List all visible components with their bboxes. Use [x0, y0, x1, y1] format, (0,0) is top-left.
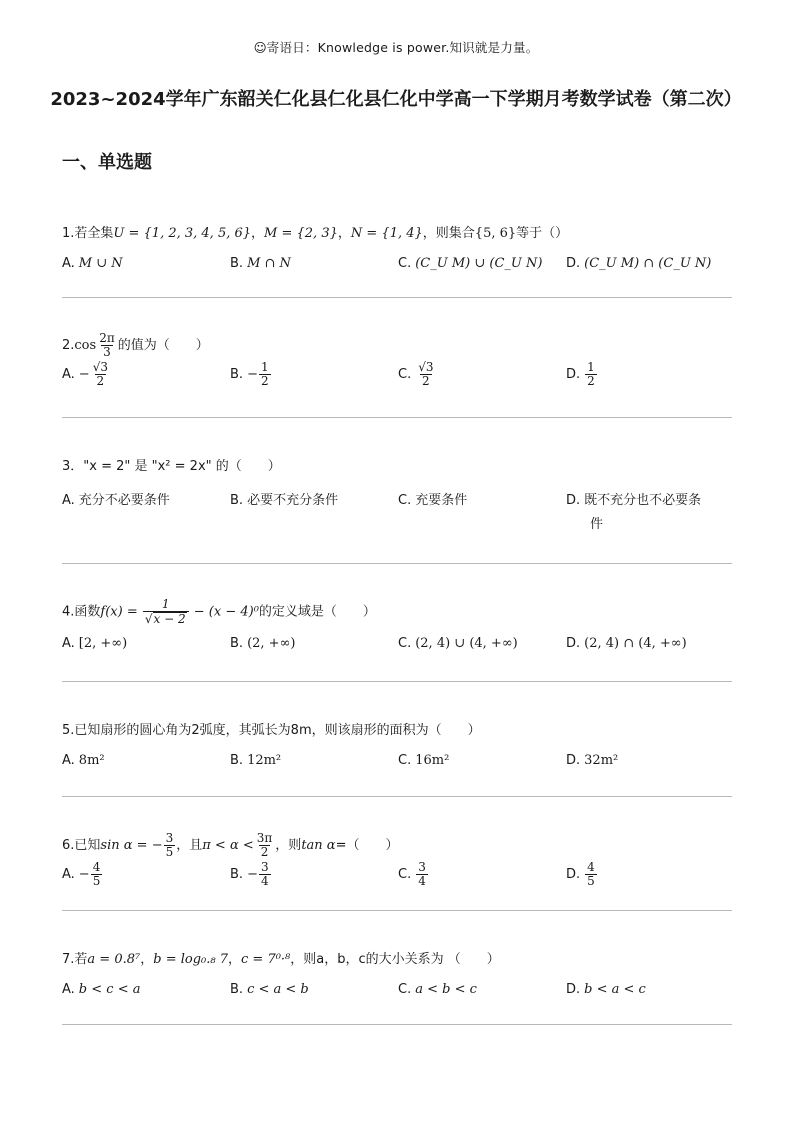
fraction-denominator: 4: [260, 874, 269, 888]
question-number: 2.: [62, 338, 75, 353]
option-letter: D.: [566, 982, 581, 997]
question-divider: [62, 910, 732, 911]
stem-text: 若全集: [74, 226, 114, 241]
question-number: 3．: [62, 459, 84, 474]
math-expression: f(x) =: [100, 604, 138, 620]
fraction: [416, 361, 435, 388]
question-7: [62, 950, 732, 1022]
option-letter: B.: [230, 636, 244, 651]
stem-text: ，: [251, 226, 265, 241]
math-expression: sin α = −: [100, 838, 163, 853]
option-letter: D.: [566, 256, 581, 271]
option-letter: B.: [230, 367, 244, 382]
option-text: 充要条件: [415, 493, 468, 508]
option-text-wrap: 件: [590, 517, 604, 532]
option-a[interactable]: [62, 982, 140, 997]
question-stem: [62, 832, 732, 859]
options-row: [62, 489, 732, 559]
question-number: 6.: [62, 838, 75, 853]
stem-text: ，: [337, 226, 351, 241]
option-d[interactable]: [566, 256, 711, 271]
fraction: [585, 361, 597, 388]
math-expression: cos: [74, 338, 97, 353]
option-letter: C.: [398, 867, 412, 882]
option-text: 必要不充分条件: [247, 493, 339, 508]
math-expression: − (x − 4)⁰: [193, 604, 259, 620]
question-number: 7.: [62, 952, 75, 967]
fraction: [585, 861, 597, 888]
option-a[interactable]: [62, 636, 127, 651]
question-4: [62, 598, 732, 676]
fraction-numerator: 4: [92, 860, 101, 874]
option-letter: C.: [398, 982, 412, 997]
options-row: [62, 982, 732, 1022]
question-stem: [62, 950, 732, 970]
math-expression: π < α <: [202, 838, 254, 853]
stem-text: ，: [227, 952, 241, 967]
option-a[interactable]: [62, 489, 170, 508]
question-number: 1.: [62, 226, 75, 241]
option-d[interactable]: [566, 982, 646, 997]
option-c[interactable]: [398, 753, 449, 768]
option-text: M ∩ N: [247, 256, 291, 271]
option-d[interactable]: [566, 753, 618, 768]
option-letter: A.: [62, 367, 75, 382]
fraction-numerator: √3: [418, 360, 434, 374]
math-expression: tan α: [301, 838, 336, 853]
option-text: b < a < c: [584, 982, 646, 997]
question-5: [62, 721, 732, 793]
math-expression: U = {1, 2, 3, 4, 5, 6}: [113, 226, 252, 241]
option-c[interactable]: [398, 636, 518, 651]
fraction-denominator: 2: [96, 374, 105, 388]
option-text: (2, +∞): [247, 636, 296, 651]
option-text: a < b < c: [415, 982, 477, 997]
fraction-denominator: 2: [260, 845, 269, 859]
fraction-denominator: [143, 611, 189, 626]
question-stem: [62, 332, 732, 359]
motto-header: ☺寄语日：Knowledge is power.知识就是力量。: [253, 40, 539, 55]
fraction: [164, 832, 176, 859]
option-a[interactable]: [62, 861, 103, 888]
option-d[interactable]: [566, 636, 687, 651]
fraction-numerator: 3π: [256, 831, 273, 845]
option-letter: C.: [398, 367, 412, 382]
sqrt-radicand: x − 2: [153, 612, 186, 626]
option-b[interactable]: [230, 753, 281, 768]
option-text: 32m²: [584, 753, 619, 768]
fraction: [416, 861, 428, 888]
option-text: b < c < a: [78, 982, 141, 997]
option-c[interactable]: [398, 982, 477, 997]
fraction-numerator: 2π: [99, 331, 115, 345]
option-c[interactable]: [398, 861, 429, 888]
question-stem: [62, 224, 732, 244]
option-b[interactable]: [230, 256, 291, 271]
option-text: 充分不必要条件: [78, 493, 170, 508]
option-a[interactable]: [62, 753, 105, 768]
math-expression: c = 7⁰·⁸: [241, 952, 291, 967]
stem-text: ，: [140, 952, 154, 967]
math-expression: M = {2, 3}: [264, 226, 338, 241]
fraction-numerator: 3: [418, 860, 426, 874]
question-3: [62, 457, 732, 559]
option-letter: A.: [62, 493, 75, 508]
fraction-denominator: 2: [260, 374, 269, 388]
stem-text: 函数: [74, 604, 101, 620]
fraction-denominator: 2: [587, 374, 595, 388]
option-text: [2, +∞): [78, 636, 128, 651]
option-letter: C.: [398, 636, 412, 651]
options-row: [62, 361, 732, 401]
stem-text: "x = 2" 是 "x² = 2x" 的（ ）: [83, 459, 281, 474]
option-sign: −: [247, 367, 258, 382]
option-letter: A.: [62, 636, 75, 651]
option-letter: D.: [566, 367, 581, 382]
question-divider: [62, 417, 732, 418]
option-letter: C.: [398, 256, 412, 271]
option-text: c < a < b: [247, 982, 309, 997]
option-letter: C.: [398, 753, 412, 768]
fraction-denominator: 4: [418, 874, 426, 888]
option-letter: C.: [398, 493, 412, 508]
math-expression: b = log₀.₈ 7: [153, 952, 228, 967]
option-letter: D.: [566, 867, 581, 882]
stem-text: =（ ）: [335, 838, 399, 853]
option-letter: A.: [62, 867, 75, 882]
fraction-denominator: 5: [587, 874, 595, 888]
options-row: [62, 753, 732, 793]
stem-text: 的定义域是（ ）: [258, 604, 376, 620]
question-1: [62, 224, 732, 296]
option-text: 16m²: [415, 753, 450, 768]
option-b[interactable]: [230, 489, 338, 508]
option-letter: D.: [566, 636, 581, 651]
option-text: (C_U M) ∩ (C_U N): [584, 256, 712, 271]
option-b[interactable]: [230, 861, 272, 888]
option-text: (C_U M) ∪ (C_U N): [415, 256, 543, 271]
option-c[interactable]: [398, 489, 467, 508]
math-expression: N = {1, 4}: [350, 226, 423, 241]
option-sign: −: [247, 867, 258, 882]
option-d[interactable]: [566, 361, 598, 388]
option-d[interactable]: [566, 861, 598, 888]
question-number: 5.: [62, 723, 75, 738]
options-row: [62, 861, 732, 901]
option-b[interactable]: [230, 361, 272, 388]
question-divider: [62, 796, 732, 797]
option-a[interactable]: [62, 361, 111, 388]
question-stem: [62, 457, 732, 477]
fraction: [91, 361, 110, 388]
fraction-denominator: 5: [165, 845, 174, 859]
question-2: [62, 332, 732, 401]
option-c[interactable]: [398, 256, 542, 271]
sqrt-sign: √: [144, 612, 153, 626]
fraction: [97, 332, 117, 359]
fraction: [91, 861, 103, 888]
question-stem: [62, 721, 732, 741]
option-letter: D.: [566, 753, 581, 768]
option-sign: −: [78, 367, 90, 382]
fraction: [255, 832, 275, 859]
question-6: [62, 832, 732, 901]
option-letter: A.: [62, 982, 75, 997]
option-letter: A.: [62, 256, 75, 271]
option-text: 8m²: [78, 753, 105, 768]
option-letter: A.: [62, 753, 75, 768]
option-d[interactable]: [566, 489, 702, 532]
stem-text: 若: [74, 952, 88, 967]
stem-text: 已知: [74, 838, 101, 853]
stem-text: ，则: [275, 838, 302, 853]
fraction-numerator: 3: [260, 860, 269, 874]
stem-text: 已知扇形的圆心角为2弧度，其弧长为8m，则该扇形的面积为（ ）: [74, 723, 481, 738]
fraction-denominator: 2: [422, 374, 430, 388]
fraction: [143, 598, 189, 626]
fraction-denominator: 5: [92, 874, 101, 888]
fraction-numerator: 3: [165, 831, 174, 845]
fraction-numerator: 1: [587, 360, 595, 374]
question-divider: [62, 297, 732, 298]
options-row: [62, 636, 732, 676]
option-letter: B.: [230, 493, 244, 508]
fraction-numerator: 4: [587, 860, 595, 874]
stem-text: ，且: [176, 838, 203, 853]
question-divider: [62, 681, 732, 682]
option-text: 既不充分也不必要条: [584, 493, 702, 508]
option-text: (2, 4) ∪ (4, +∞): [415, 636, 518, 651]
question-divider: [62, 1024, 732, 1025]
fraction: [259, 861, 271, 888]
option-c[interactable]: [398, 361, 437, 388]
fraction: [259, 361, 271, 388]
option-letter: B.: [230, 982, 244, 997]
option-letter: B.: [230, 867, 244, 882]
fraction-numerator: √3: [92, 360, 108, 374]
question-divider: [62, 563, 732, 564]
fraction-denominator: 3: [103, 345, 111, 359]
option-b[interactable]: [230, 982, 309, 997]
option-text: (2, 4) ∩ (4, +∞): [584, 636, 687, 651]
option-letter: B.: [230, 753, 244, 768]
option-b[interactable]: [230, 636, 295, 651]
option-text: 12m²: [247, 753, 282, 768]
option-a[interactable]: [62, 256, 123, 271]
stem-text: 的值为（ ）: [117, 338, 209, 353]
option-letter: D.: [566, 493, 581, 508]
exam-title: 2023~2024学年广东韶关仁化县仁化县仁化中学高一下学期月考数学试卷（第二次）: [50, 89, 742, 110]
question-stem: [62, 598, 732, 626]
fraction-numerator: 1: [161, 597, 170, 611]
section-heading: 一、单选题: [62, 152, 152, 173]
stem-text: ，则集合: [422, 226, 475, 241]
option-text: M ∪ N: [78, 256, 123, 271]
stem-text: 等于（）: [516, 226, 569, 241]
math-expression: a = 0.8⁷: [87, 952, 141, 967]
stem-text: ，则a，b，c的大小关系为 （ ）: [290, 952, 500, 967]
question-number: 4.: [62, 604, 75, 620]
fraction-numerator: 1: [260, 360, 269, 374]
option-sign: −: [78, 867, 90, 882]
options-row: [62, 256, 732, 296]
math-expression: {5, 6}: [474, 226, 517, 241]
option-letter: B.: [230, 256, 244, 271]
